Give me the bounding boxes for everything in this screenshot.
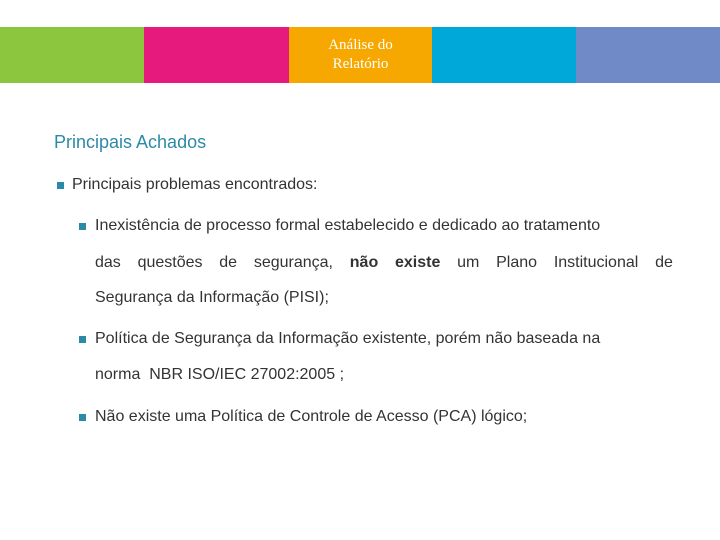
bullet-square-icon	[79, 336, 86, 343]
color-segment-orange	[289, 27, 432, 83]
word: das	[95, 254, 121, 271]
sub-bullet-3-line1: Não existe uma Política de Controle de Acesso (PCA) lógico;	[95, 408, 528, 425]
word: de	[655, 254, 673, 271]
word: de	[219, 254, 238, 271]
word: questões	[137, 254, 203, 271]
color-segment-magenta	[144, 27, 289, 83]
bullet-square-icon	[79, 414, 86, 421]
section-title	[316, 36, 406, 74]
bold-word: existe	[394, 254, 441, 271]
color-segment-green	[0, 27, 144, 83]
slide-heading: Principais Achados	[54, 132, 207, 152]
bold-word: não	[349, 254, 379, 271]
word: um	[457, 254, 480, 271]
section-title-line2: Relatório	[332, 56, 389, 72]
color-segment-blue	[432, 27, 576, 83]
sub-bullet-1-line2	[95, 254, 673, 272]
bullet-problems-found: Principais problemas encontrados:	[72, 176, 318, 193]
color-segment-lavender	[576, 27, 720, 83]
sub-bullet-2-line2: norma NBR ISO/IEC 27002:2005 ;	[95, 366, 345, 383]
sub-bullet-1-line3: Segurança da Informação (PISI);	[95, 289, 329, 306]
sub-bullet-1-line1: Inexistência de processo formal estabelecido e dedicado ao tratamento	[95, 217, 601, 234]
bullet-square-icon	[57, 182, 64, 189]
word: Plano	[496, 254, 538, 271]
section-title-line1: Análise do	[328, 37, 393, 53]
color-bar-header	[0, 27, 720, 83]
word: Institucional	[553, 254, 639, 271]
sub-bullet-2-line1: Política de Segurança da Informação existente, porém não baseada na	[95, 330, 601, 347]
word: segurança,	[253, 254, 333, 271]
bullet-square-icon	[79, 223, 86, 230]
